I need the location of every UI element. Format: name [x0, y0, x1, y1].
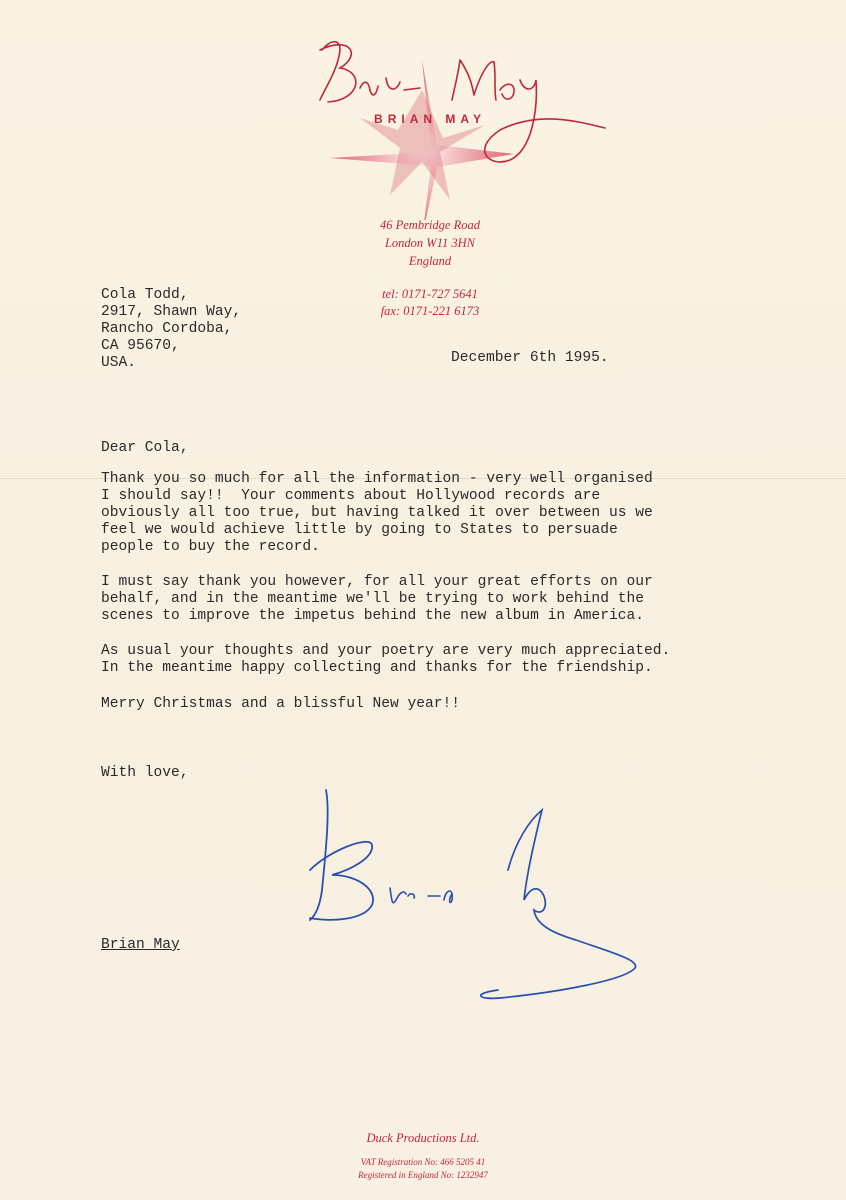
typed-signature-name: Brian May: [101, 937, 180, 953]
recipient-line-2: 2917, Shawn Way,: [101, 304, 242, 320]
address-line-2: London W11 3HN: [384, 236, 476, 250]
handwritten-signature: [280, 780, 660, 1010]
salutation: Dear Cola,: [101, 440, 189, 456]
recipient-line-4: CA 95670,: [101, 338, 180, 354]
recipient-line-5: USA.: [101, 355, 137, 371]
closing: With love,: [101, 765, 189, 781]
paragraph-2-line-1: I must say thank you however, for all your great efforts on our: [101, 574, 653, 590]
logo-signature-scrawl: [320, 42, 605, 162]
telephone-number: tel: 0171-727 5641: [382, 287, 478, 301]
address-line-1: 46 Pembridge Road: [380, 218, 480, 232]
paragraph-1-line-2: I should say!! Your comments about Hollywood records are: [101, 488, 601, 504]
address-line-3: England: [408, 254, 452, 268]
paragraph-1-line-5: people to buy the record.: [101, 539, 320, 555]
paragraph-1-line-4: feel we would achieve little by going to States to persuade: [101, 522, 618, 538]
paragraph-1-line-1: Thank you so much for all the information - very well organised: [101, 471, 653, 487]
letter-date: December 6th 1995.: [451, 350, 609, 366]
fax-number: fax: 0171-221 6173: [380, 304, 480, 318]
recipient-line-3: Rancho Cordoba,: [101, 321, 233, 337]
paragraph-2-line-2: behalf, and in the meantime we'll be trying to work behind the: [101, 591, 644, 607]
brand-wordmark: BRIAN MAY: [374, 112, 486, 126]
paragraph-4-line-1: Merry Christmas and a blissful New year!!: [101, 696, 461, 712]
footer-company: Duck Productions Ltd.: [366, 1131, 480, 1145]
recipient-line-1: Cola Todd,: [101, 287, 189, 303]
footer-registration: Registered in England No: 1232947: [358, 1170, 488, 1180]
footer-vat: VAT Registration No: 466 5205 41: [360, 1157, 486, 1167]
paragraph-3-line-2: In the meantime happy collecting and thanks for the friendship.: [101, 660, 653, 676]
paragraph-1-line-3: obviously all too true, but having talked it over between us we: [101, 505, 653, 521]
paragraph-2-line-3: scenes to improve the impetus behind the new album in America.: [101, 608, 644, 624]
paragraph-3-line-1: As usual your thoughts and your poetry are very much appreciated.: [101, 643, 671, 659]
